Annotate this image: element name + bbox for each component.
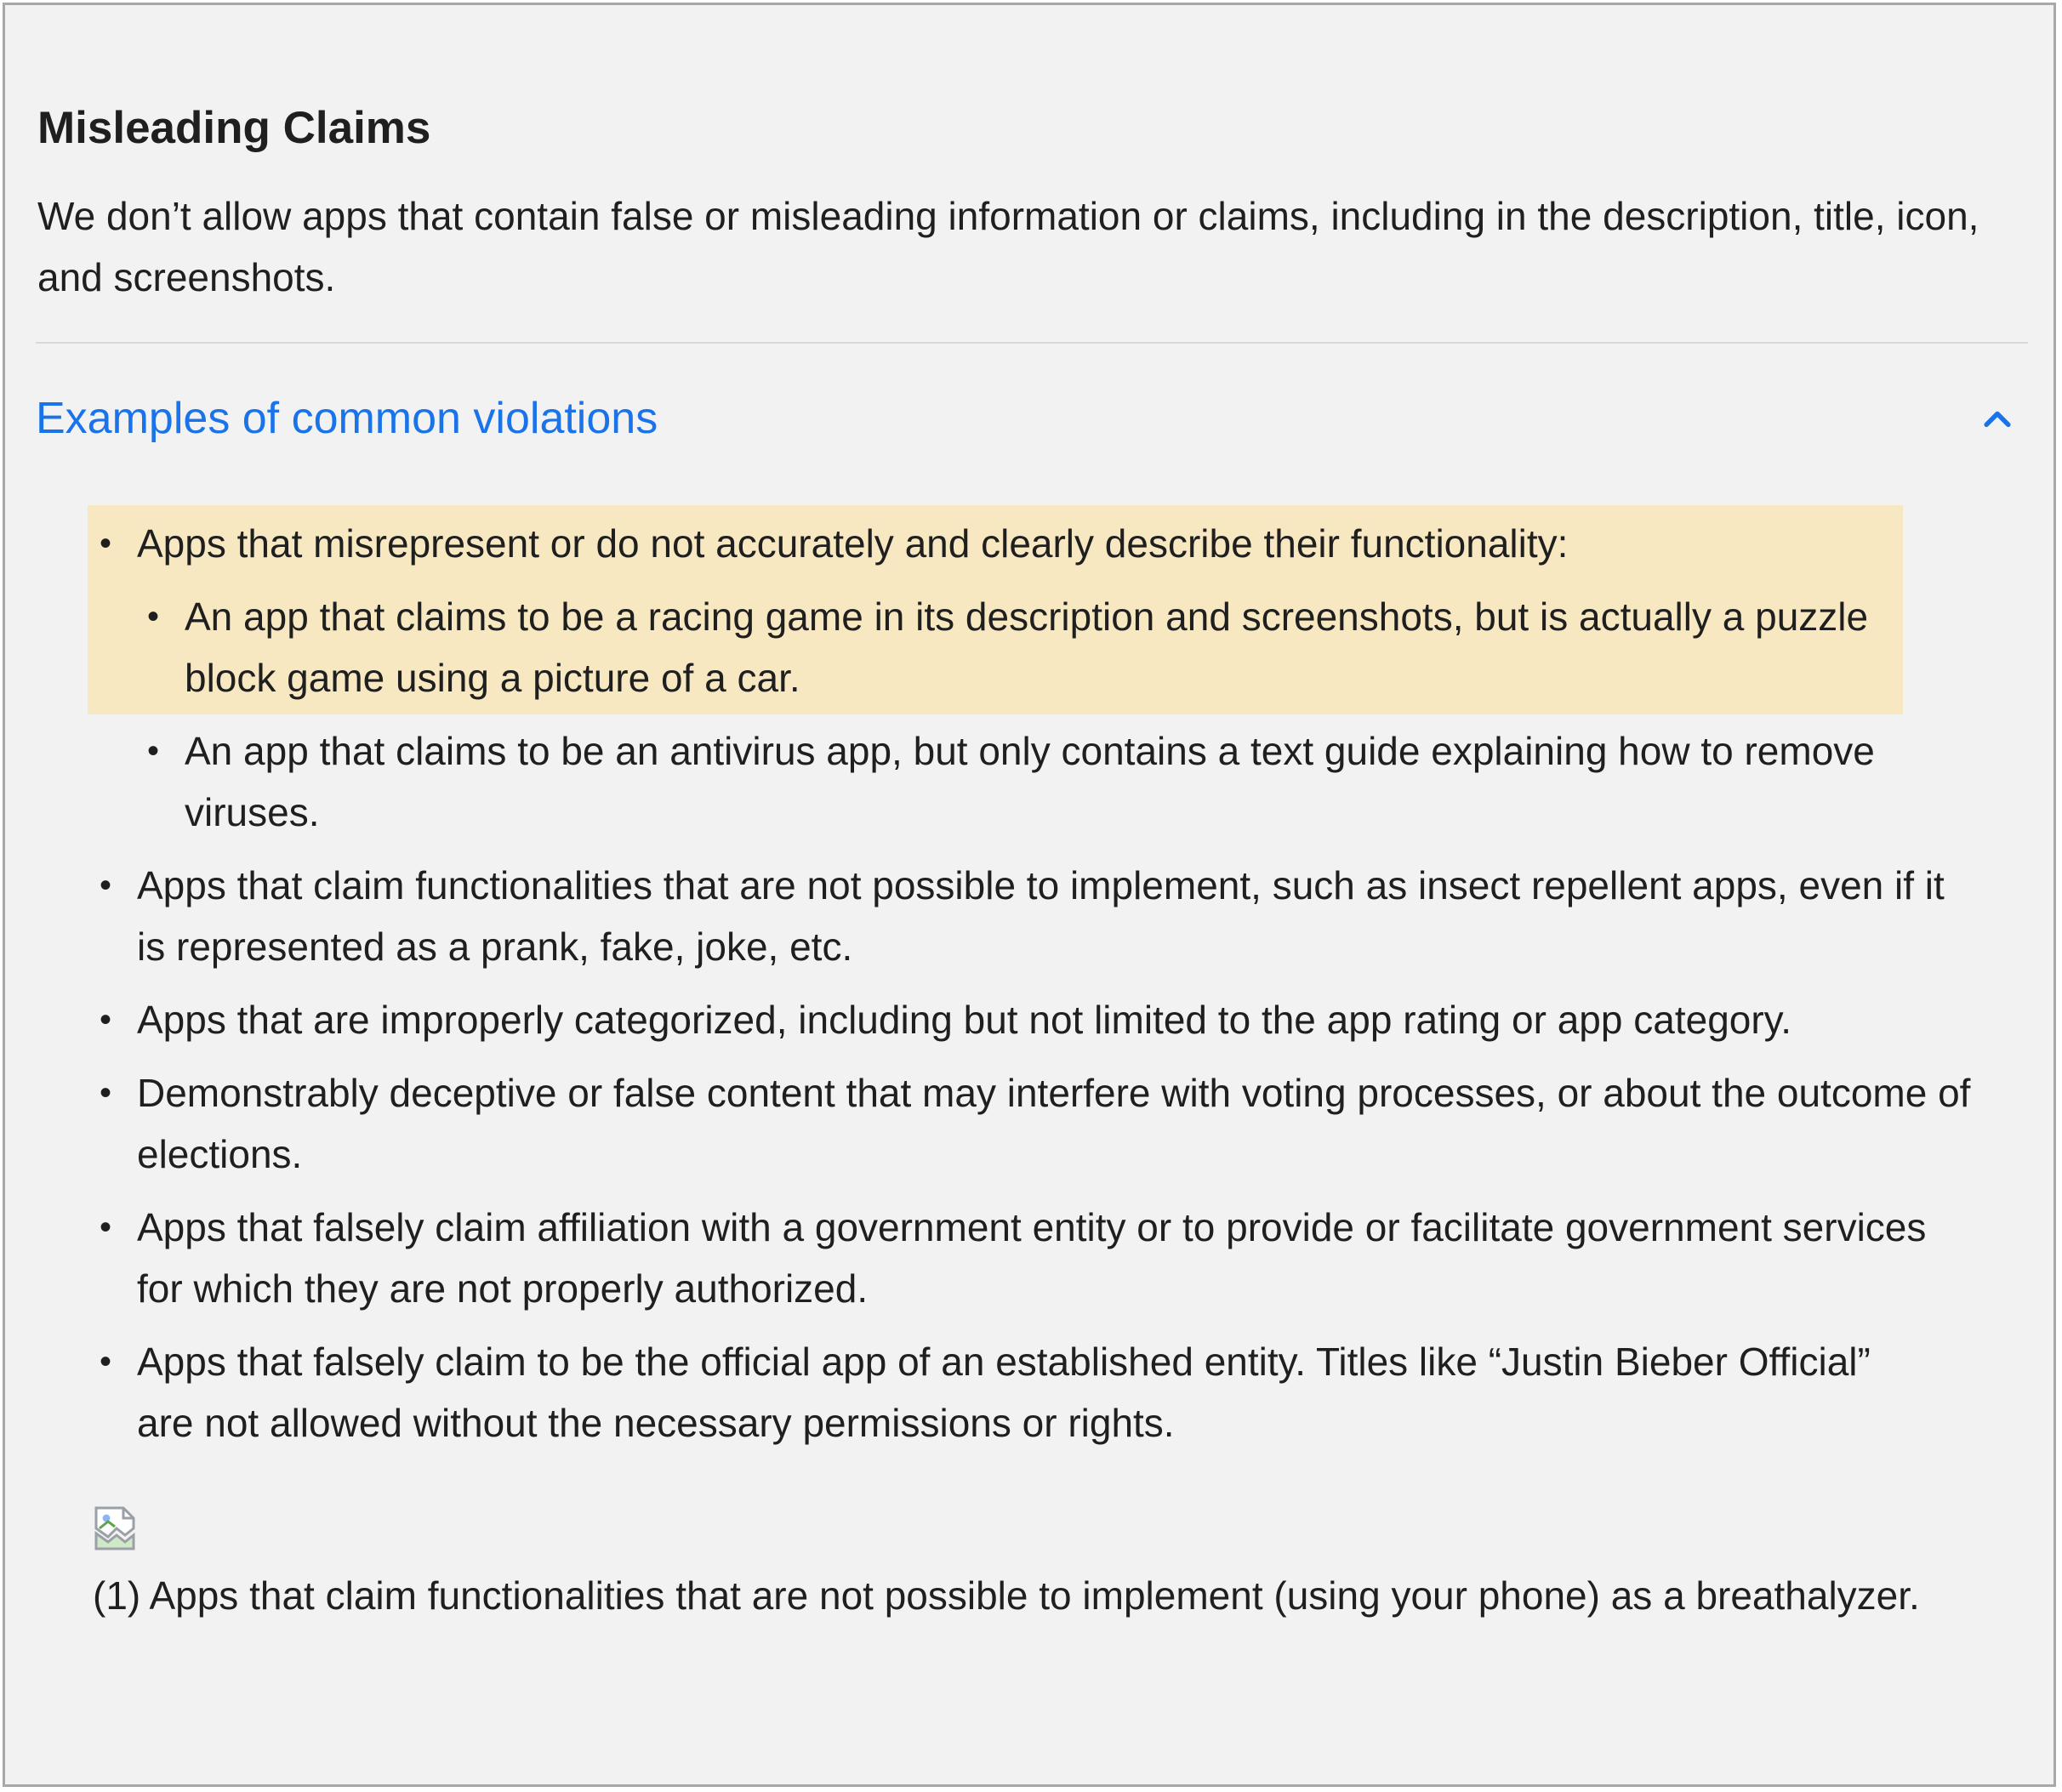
list-item-text: An app that claims to be an antivirus app, but only contains a text guide explaining how to remove viruses. — [185, 729, 1875, 834]
list-item-text: Apps that falsely claim affiliation with a government entity or to provide or facilitate government services for which they are not properly authorized. — [137, 1205, 1927, 1311]
bullet: • — [100, 525, 112, 562]
image-caption: (1) Apps that claim functionalities that are not possible to implement (using your phone) as a breathalyzer. — [93, 1573, 1920, 1618]
list-item — [147, 586, 1937, 708]
list-item-text: Apps that falsely claim to be the official app of an established entity. Titles like “Justin Bieber Official” are not allowed without the necessary permissions or rights. — [137, 1340, 1871, 1445]
bullet: • — [100, 1001, 112, 1038]
divider — [36, 342, 2028, 344]
list-item — [100, 513, 1923, 574]
list-item — [100, 1062, 1974, 1185]
bullet: • — [147, 598, 160, 635]
policy-panel — [3, 3, 2056, 1787]
bullet: • — [100, 1209, 112, 1246]
bullet: • — [100, 1074, 112, 1112]
list-item — [100, 989, 2017, 1050]
list-item — [100, 1331, 1923, 1454]
examples-accordion-header[interactable] — [36, 384, 2028, 452]
list-item-text: Demonstrably deceptive or false content that may interfere with voting processes, or about the outcome of elections. — [137, 1071, 1971, 1176]
bullet: • — [147, 732, 160, 770]
list-item-text: Apps that claim functionalities that are not possible to implement, such as insect repellent apps, even if it is represented as a prank, fake, joke, etc. — [137, 863, 1945, 969]
policy-description: We don’t allow apps that contain false or misleading information or claims, including in the description, title, icon, and screenshots. — [37, 194, 1979, 299]
list-item-text: Apps that misrepresent or do not accurately and clearly describe their functionality: — [137, 521, 1569, 566]
list-item — [147, 720, 1920, 843]
chevron-up-icon[interactable] — [1979, 400, 2016, 437]
bullet: • — [100, 1343, 112, 1380]
list-item-text: Apps that are improperly categorized, including but not limited to the app rating or app category. — [137, 998, 1792, 1042]
page-title: Misleading Claims — [37, 103, 431, 153]
examples-section-title[interactable]: Examples of common violations — [36, 394, 658, 443]
list-item — [100, 1197, 1974, 1319]
broken-image-icon — [93, 1505, 140, 1552]
bullet: • — [100, 867, 112, 904]
list-item-text: An app that claims to be a racing game in its description and screenshots, but is actually a puzzle block game using a picture of a car. — [185, 594, 1869, 700]
list-item — [100, 855, 1966, 977]
